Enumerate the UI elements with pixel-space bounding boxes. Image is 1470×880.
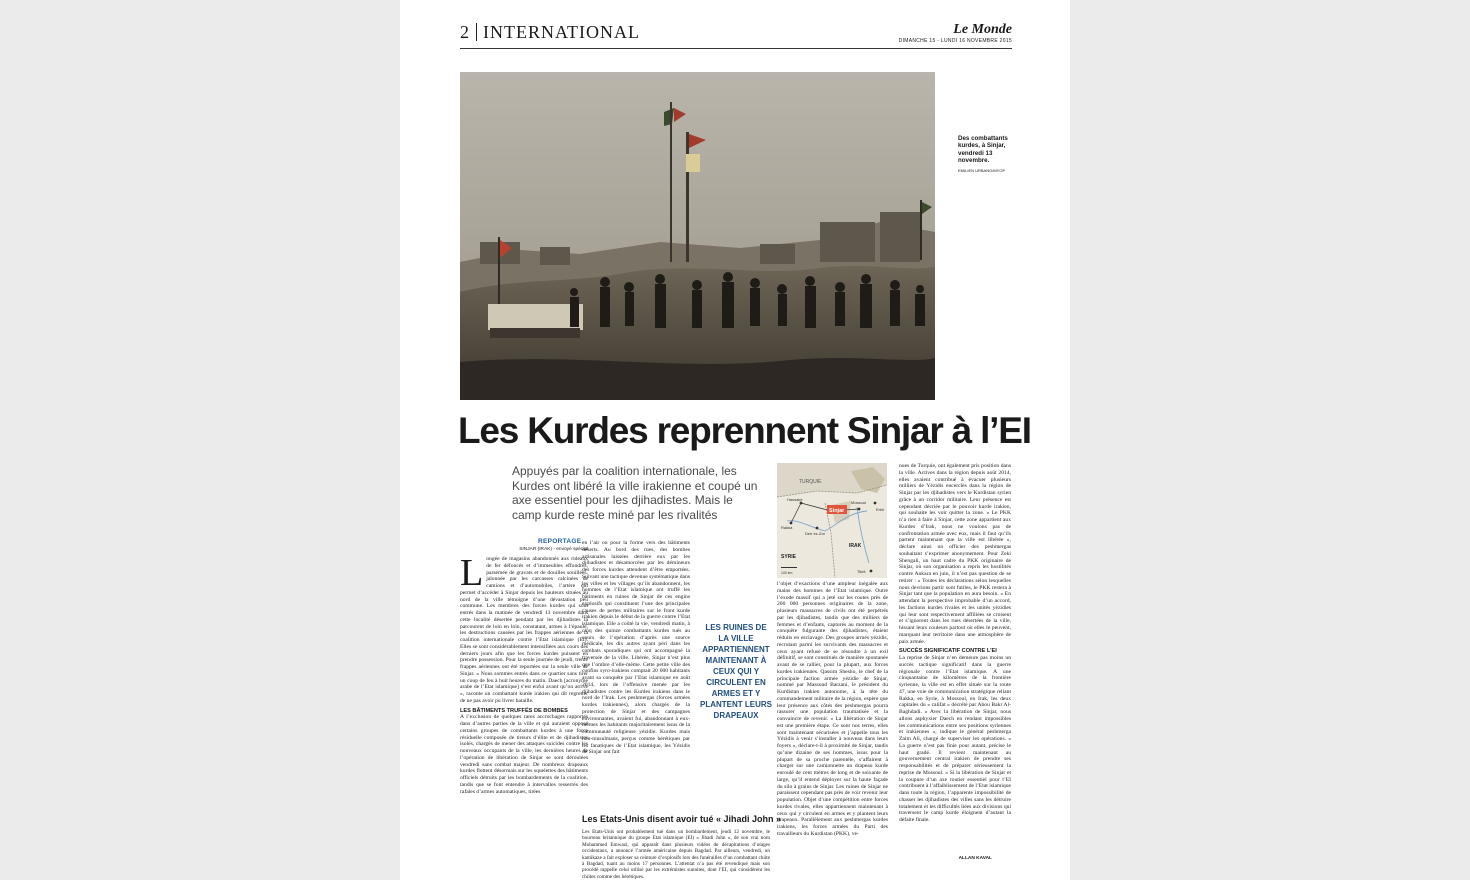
header-rule: [460, 48, 1012, 49]
column-2-text: en l’air ou pour la forme vers des bâtiments déserts. Au bord des rues, des bombes artisanales laissées derrière eux par les djihadistes et désamorcées par les démineurs des forces kurdes attendent d’être emportées. Suivant une tactique devenue systématique dans les villes et les villages qu’ils abandonnent, les hommes de l’Etat islamique ont truffé les bâtiments en ruines de Sinjar de ces engins explosifs qui constituent l’une des principales causes de pertes militaires sur le front kurde irakien depuis le début de la guerre contre l’Etat islamique. Elle a coûté la vie, vendredi matin, à cinq des quinze combattants kurdes tués au cours de l’opération d’après une source médicale, les dix autres ayant péri dans les combats sporadiques qui ont accompagné la traversée de la ville. Libérée, Sinjar n’est plus que l’ombre d’elle-même. Cette petite ville des confins syro-irakiens comptait 20 000 habitants avant sa conquête par l’Etat islamique en août 2014, lors de l’offensive menée par les djihadistes contre les Kurdes irakiens dans le nord de l’Irak. Les peshmergas (forces armées kurdes irakiennes), alors chargés de la protection de Sinjar et des campagnes environnantes, avaient fui, abandonnant à eux-mêmes les habitants majoritairement issus de la communauté religieuse yézidie. Kurdes mais non-musulmans, perçus comme hérétiques par les fanatiques de l’Etat islamique, les Yézidis de Sinjar ont fait: [582, 540, 690, 756]
masthead: [899, 22, 1012, 44]
map-scale: 100 km: [781, 571, 793, 575]
subhead-success: SUCCÈS SIGNIFICATIF CONTRE L’EI: [899, 648, 997, 655]
sidebar-title: Les Etats-Unis disent avoir tué « Jihadi John »: [582, 814, 782, 824]
subhead-bombs: LES BÂTIMENTS TRUFFÉS DE BOMBES: [460, 707, 568, 714]
map-label-turkey: TURQUIE: [799, 479, 822, 485]
article-photo: [460, 72, 935, 400]
locator-map: [777, 463, 887, 578]
newspaper-logo: Le Monde: [953, 22, 1012, 37]
article-column-1: [460, 552, 588, 866]
map-label-iraq: IRAK: [849, 543, 862, 549]
issue-date: DIMANCHE 15 - LUNDI 16 NOVEMBRE 2015: [898, 38, 1012, 44]
article-standfirst: Appuyés par la coalition internationale, les Kurdes ont libéré la ville irakienne et coupé un axe essentiel pour les djihadistes. Mais le camp kurde reste miné par les rivalités: [512, 464, 758, 522]
page-number: 2: [460, 22, 470, 42]
photo-illustration: [460, 72, 935, 400]
map-illustration: [777, 463, 887, 578]
photo-caption: [958, 135, 1018, 174]
sidebar-text: Les Etats-Unis ont probablement tué dans un bombardement, jeudi 12 novembre, le bourreau britannique du groupe Etat islamique (EI) « Jihadi John », de son vrai nom Mohammed Emwazi, qui apparaît dans plusieurs vidéos de décapitations d’otages occidentaux, a annoncé l’armée américaine depuis Bagdad. Par ailleurs, vendredi, un kamikaze a fait exploser sa ceinture d’explosifs lors des funérailles d’un combattant chiite à Bagdad, tuant au moins 17 personnes. L’attentat n’a pas été revendiqué mais son procédé rappelle celui utilisé par les extrémistes sunnites, dont l’EI, qui considèrent les chiites comme des hérétiques.: [582, 829, 770, 880]
map-label-syria: SYRIE: [781, 554, 797, 560]
newspaper-page: [400, 0, 1070, 880]
map-label-tikrit: Tikrit: [857, 569, 866, 574]
map-label-deir: Deir ez-Zor: [805, 531, 826, 536]
article-kicker: REPORTAGE: [538, 538, 582, 545]
column-4-text: nues de Turquie, ont également pris position dans la ville. Actives dans la région depuis août 2014, elles avaient contribué à évacuer plusieurs milliers de Yézidis encerclés dans la région de Sinjar par les djihadistes vers le Kurdistan syrien grâce à un corridor militaire. Leur présence est cependant décriée par le pouvoir kurde irakien, qui souhaite les voir quitter la zone. « Le PKK n’a rien à faire à Sinjar, cette zone appartient aux Kurdes d’Irak, nous ne voulons pas de confrontation armée avec eux, mais il faut qu’ils partent maintenant que la ville est libérée », déclare ainsi un officier des peshmergas souhaitant s’exprimer anonymement. Pour Zeki Shengali, un haut cadre du PKK originaire de Sinjar, où son organisation a repris les hostilités contre Ankara en juin, il n’est pas question de se retirer : « Toutes les déclarations selon lesquelles nous devrions partir sont futiles, le PKK restera à Sinjar tant que la population en aura besoin. » En attendant la perspective improbable d’un accord, les factions kurdes rivales et les unités yézidies qui leur sont respectivement affiliées se croisent et s’ignorent dans les rues désertées de la ville, hissant leurs couleurs partout où elles le peuvent, marquant leur territoire dans une atmosphère de paix armée.: [899, 463, 1011, 645]
article-byline: SINJAR (IRAK) - envoyé spécial: [519, 547, 588, 552]
drop-cap: L: [460, 552, 484, 594]
article-column-2: [582, 540, 690, 798]
folio-divider: [476, 23, 477, 41]
page-folio: [460, 22, 640, 43]
photo-credit: EMILIEN URBANO/MYOP: [958, 167, 1006, 173]
column-4b-text: La reprise de Sinjar n’en demeure pas moins un succès tactique significatif dans la guerre régionale contre l’Etat islamique. A une cinquantaine de kilomètres de la frontière syrienne, la ville est en effet située sur la route 47, une voie de communication stratégique reliant Rakka, en Syrie, à Mossoul, en Irak, les deux capitales du « califat » décrété par Abou Bakr Al-Baghdadi. « Avec la libération de Sinjar, nous allons asphyxier Daech en rendant impossibles les communications entre ses positions syriennes et irakiennes », indique le général peshmerga Zaim Ali, chargé de superviser les opérations. « La guerre n’est pas finie pour autant, précise le haut gradé. Il revient maintenant au gouvernement central irakien de prendre ses responsabilités et de préparer sérieusement la reprise de Mossoul. » Si la libération de Sinjar et la coupure d’un axe routier essentiel pour l’EI contribuent à l’affaiblissement de l’Etat islamique dans toute la région, l’apparente impossibilité de chasser les djihadistes des villes sans les détruire totalement et les difficultés liées aux divisions qui traversent le camp kurde éloignent d’autant la défaite finale.: [899, 655, 1011, 823]
map-label-sinjar: Sinjar: [829, 508, 845, 514]
article-headline: Les Kurdes reprennent Sinjar à l’EI: [458, 410, 1031, 451]
map-label-rakka: Rakka: [781, 525, 793, 530]
article-column-4: [899, 463, 1011, 866]
pull-quote: LES RUINES DE LA VILLE APPARTIENNENT MAINTENANT À CEUX QUI Y CIRCULENT EN ARMES ET Y PLANTENT LEURS DRAPEAUX: [700, 623, 772, 720]
column-1b-text: A l’exclusion de quelques rares accrochages rapportés dans d’autres parties de la ville et qui auraient opposé certains groupes de combattants kurdes à une force résiduelle composée de tireurs d’élite et de djihadistes isolés, chargés de mener des attaques suicides contre les nouveaux occupants de la ville, les dernières heures de l’opération de libération de Sinjar se sont déroulées vendredi sans combat majeur. De nombreux drapeaux kurdes flottent désormais sur les squelettes des bâtiments officiels détruits par les bombardements de la coalition, tandis que se font entendre à intervalles resserrés des rafales d’armes automatiques, tirées: [460, 714, 588, 795]
map-label-erbil: Erbil: [876, 507, 885, 512]
column-3-text: l’objet d’exactions d’une ampleur inégalée aux mains des hommes de l’Etat islamique. Outre l’exode massif qui a jeté sur les routes près de 200 000 personnes originaires de la zone, plusieurs massacres de civils ont été perpétrés par les djihadistes, tandis que des milliers de femmes et d’enfants, capturés au moment de la conquête fulgurante des djihadistes, étaient réduits en esclavage. Des groupes armés yézidis, recrutant parmi les survivants des massacres et ceux ayant refusé de se résoudre à un exil définitif, se sont constitués de manière spontanée avant de se rallier, pour la plupart, aux forces kurdes irakiennes. Qassim Shesho, le chef de la principale faction armée yézidie de Sinjar, nommé par Massoud Barzani, le président du Kurdistan irakien autonome, à la tête du commandement militaire de la région, espère que leur présence aux côtés des peshmergas pourra rassurer une population traumatisée et la convaincre de revenir. « La libération de Sinjar est une première étape. Ce sont nos terres, elles sont maintenant sécurisées et j’appelle tous les Yézidis à venir s’installer à nouveau dans leurs foyers », déclare-t-il à proximité de Sinjar, tandis qu’une dizaine de ses hommes, issus pour la plupart de sa proche parentèle, s’affairent à charger sur une camionnette un drapeau kurde enroulé de cent mètres de long et de soixante de large, qu’il entend déployer sur la haute façade du silo à grains de Sinjar. Les ruines de Sinjar ne paraissent cependant pas près de voir revenir leur population. Objet d’une compétition entre forces kurdes rivales, elles appartiennent maintenant à ceux qui y circulent en armes et y plantent leurs drapeaux. Parallèlement aux peshmergas kurdes irakiens, les forces armées du Parti des travailleurs du Kurdistan (PKK), ve-: [777, 581, 888, 837]
map-label-mossoul: Mossoul: [851, 500, 866, 505]
caption-text: Des combattants kurdes, à Sinjar, vendredi 13 novembre.: [958, 135, 1008, 165]
author-signature: ALLAN KAVAL: [958, 856, 992, 861]
section-name: INTERNATIONAL: [483, 22, 640, 42]
map-label-hassake: Hassaké: [787, 497, 803, 502]
column-1-text: ongée de magasins abandonnés aux rideaux de fer défoncés et d’immeubles effondrés, parsemée de gravats et de douilles souillées, jalonnée par les carcasses calcinées de camions et d’automobiles, l’artère qui permet d’accéder à Sinjar depuis les hauteurs situées au nord de la ville témoigne d’une dévastation peu commune. Les membres des forces kurdes qui sont entrés dans la matinée de vendredi 13 novembre dans cette localité désertée pendant par les djihadistes la parcourent de loin en loin, constatant, armes à l’épaule, les destructions causées par les frappes aériennes de la coalition internationale contre l’Etat islamique (EI). Elles se sont considérablement intensifiées aux cours des derniers jours afin que les forces kurdes puissent en prendre possession. Pour la seule journée de jeudi, trente frappes aériennes ont été reportées sur la seule ville de Sinjar. « Nous sommes entrés dans ce quartier sans tirer un coup de feu à huit heures du matin. Daech [acronyme arabe de l’Etat islamique] s’est enfui avant qu’on arrive », raconte un combattant kurde irakien qui dit regretter de ne pas avoir pu livrer bataille.: [460, 556, 588, 704]
article-column-3: [777, 581, 888, 866]
